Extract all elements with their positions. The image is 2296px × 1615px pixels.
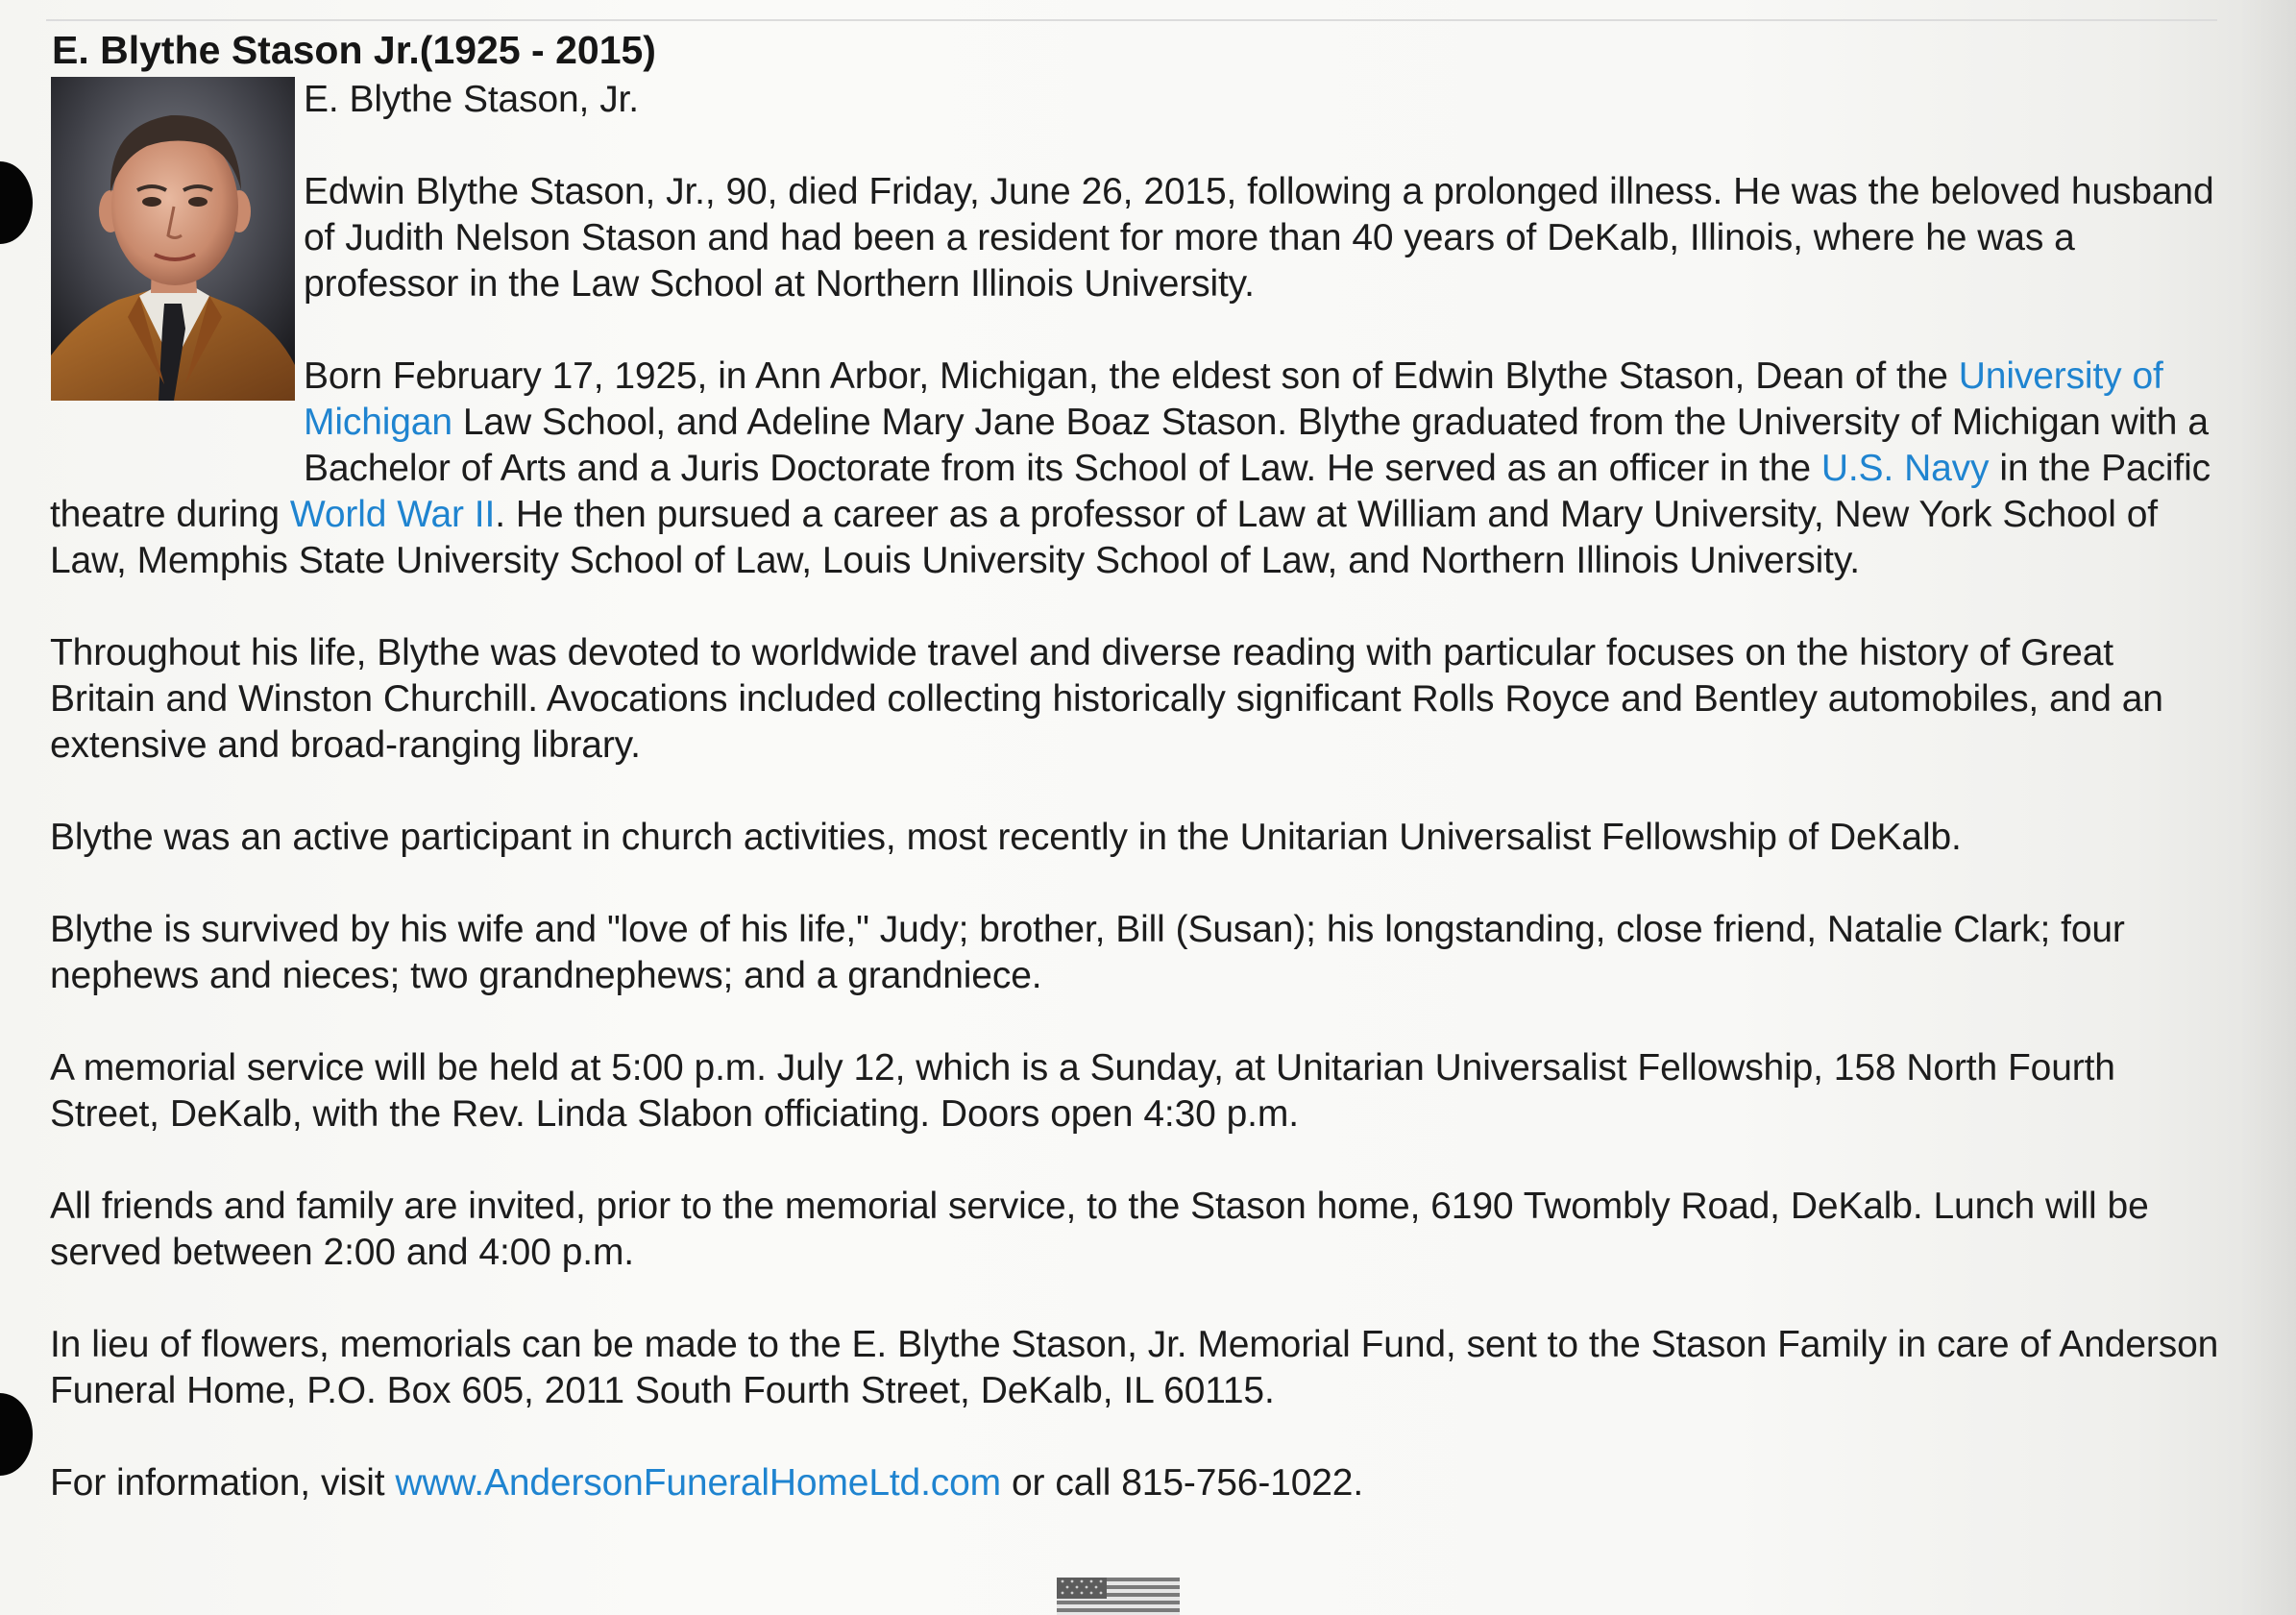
paragraph-survivors: Blythe is survived by his wife and "love of his life," Judy; brother, Bill (Susan); his longstanding, close friend, Natalie Clark; four nephews and nieces; two grandnephews; and a grandniece. [50,909,2125,996]
top-divider [46,19,2217,21]
binder-hole-top [0,161,33,244]
bio-text-2: Law School, and Adeline Mary Jane Boaz Stason. Blythe graduated from the University of Michigan with a Bachelor of Arts and a Juris Doctorate from its School of Law. He served as an officer in the [304,402,2209,489]
link-university-of-michigan[interactable]: University of Michigan [304,355,2163,443]
link-us-navy[interactable]: U.S. Navy [1820,448,1990,489]
contact-text-2: or call 815-756-1022. [1001,1462,1364,1504]
subject-name: E. Blythe Stason, Jr. [304,79,639,120]
contact-text-1: For information, visit [50,1462,396,1504]
paragraph-interests: Throughout his life, Blythe was devoted to worldwide travel and diverse reading with particular focuses on the history of Great Britain and Winston Churchill. Avocations included collecting historically significant Rolls Royce and Bentley automobiles, and an extensive and broad-ranging library. [50,632,2163,766]
obituary-body [50,77,2221,1553]
link-world-war-ii[interactable]: World War II [289,494,496,535]
us-flag-icon [1057,1578,1180,1615]
name-paragraph [50,77,2221,123]
paragraph-lunch: All friends and family are invited, prior to the memorial service, to the Stason home, 6190 Twombly Road, DeKalb. Lunch will be served between 2:00 and 4:00 p.m. [50,1186,2149,1273]
binder-hole-bottom [0,1393,33,1476]
photo-text-wrap [50,77,304,492]
paragraph-contact [50,1460,2221,1506]
paragraph-church: Blythe was an active participant in church activities, most recently in the Unitarian Universalist Fellowship of DeKalb. [50,817,1962,858]
bio-text-1: Born February 17, 1925, in Ann Arbor, Michigan, the eldest son of Edwin Blythe Stason, Dean of the [304,355,1959,397]
paragraph-biography [50,354,2221,584]
paragraph-death-notice: Edwin Blythe Stason, Jr., 90, died Friday, June 26, 2015, following a prolonged illness. He was the beloved husband of Judith Nelson Stason and had been a resident for more than 40 years of DeKalb, Illinois, where he was a professor in the Law School at Northern Illinois University. [304,171,2214,305]
scan-edge-shadow [2238,0,2296,1615]
obituary-title: E. Blythe Stason Jr.(1925 - 2015) [52,28,656,72]
bio-text-4: . He then pursued a career as a professor of Law at William and Mary University, New York School of Law, Memphis State University School of Law, Louis University School of Law, and Northern Illinois University. [50,494,2158,581]
link-funeral-home-website[interactable]: www.AndersonFuneralHomeLtd.com [395,1462,1002,1504]
paragraph-memorial-fund: In lieu of flowers, memorials can be made to the E. Blythe Stason, Jr. Memorial Fund, sent to the Stason Family in care of Anderson Funeral Home, P.O. Box 605, 2011 South Fourth Street, DeKalb, IL 60115. [50,1324,2219,1411]
paragraph-memorial-service: A memorial service will be held at 5:00 p.m. July 12, which is a Sunday, at Unitarian Universalist Fellowship, 158 North Fourth Street, DeKalb, with the Rev. Linda Slabon officiating. Doors open 4:30 p.m. [50,1047,2115,1135]
bio-text-3: in the Pacific theatre during [50,448,2211,535]
